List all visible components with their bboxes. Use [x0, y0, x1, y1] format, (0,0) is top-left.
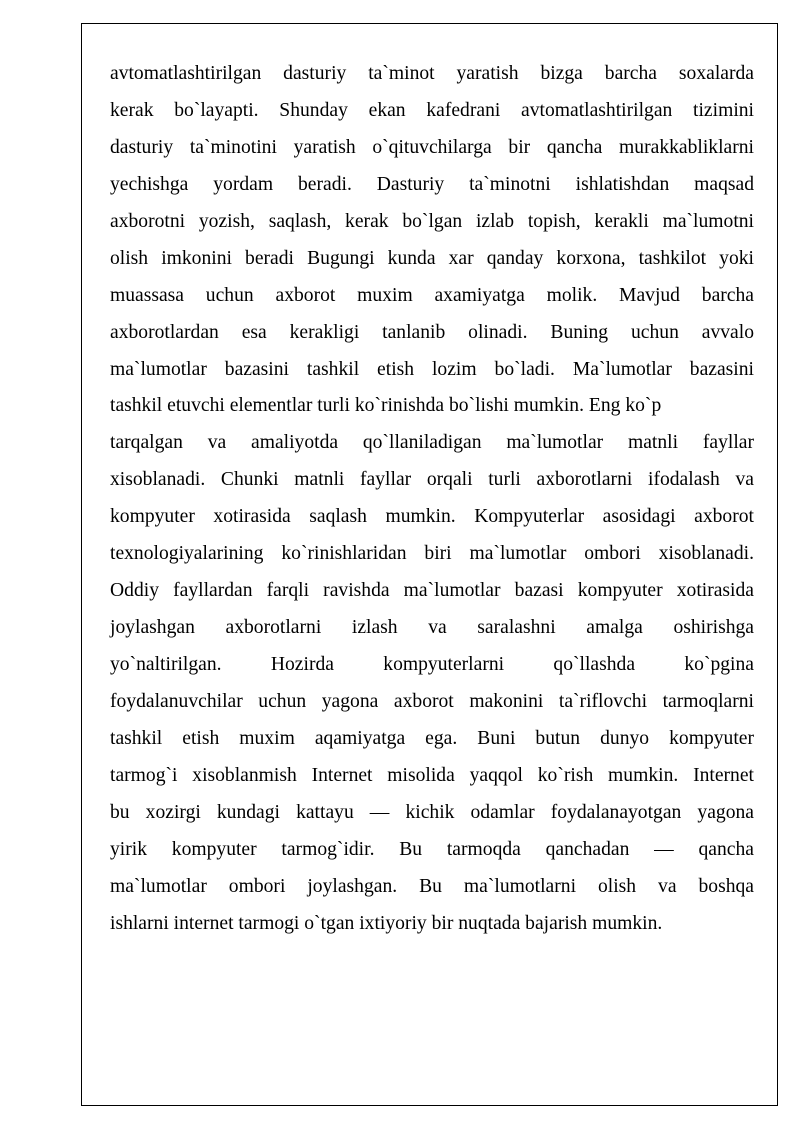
- text-line: tarmog`i xisoblanmish Internet misolida yaqqol ko`rish mumkin. Internet: [110, 764, 754, 786]
- text-line: bu xozirgi kundagi kattayu — kichik odamlar foydalanayotgan yagona: [110, 801, 754, 823]
- text-line: xisoblanadi. Chunki matnli fayllar orqali turli axborotlarni ifodalash va: [110, 469, 754, 491]
- text-line: tashkil etish muxim aqamiyatga ega. Buni butun dunyo kompyuter: [110, 727, 754, 749]
- text-line: avtomatlashtirilgan dasturiy ta`minot yaratish bizga barcha soxalarda: [110, 63, 754, 84]
- text-line: ma`lumotlar ombori joylashgan. Bu ma`lumotlarni olish va boshqa: [110, 875, 754, 897]
- text-line: tarqalgan va amaliyotda qo`llaniladigan ma`lumotlar matnli fayllar: [110, 432, 754, 454]
- text-line: axborotni yozish, saqlash, kerak bo`lgan izlab topish, kerakli ma`lumotni: [110, 210, 754, 232]
- text-line: olish imkonini beradi Bugungi kunda xar qanday korxona, tashkilot yoki: [110, 247, 754, 269]
- text-line: yirik kompyuter tarmog`idir. Bu tarmoqda qanchadan — qancha: [110, 838, 754, 860]
- text-line: muassasa uchun axborot muxim axamiyatga molik. Mavjud barcha: [110, 284, 754, 306]
- text-line: yo`naltirilgan. Hozirda kompyuterlarni qo`llashda ko`pgina: [110, 654, 754, 675]
- text-line: kerak bo`layapti. Shunday ekan kafedrani avtomatlashtirilgan tizimini: [110, 99, 754, 121]
- text-line: kompyuter xotirasida saqlash mumkin. Kompyuterlar asosidagi axborot: [110, 506, 754, 528]
- text-line: texnologiyalarining ko`rinishlaridan biri ma`lumotlar ombori xisoblanadi.: [110, 543, 754, 565]
- text-line: Oddiy fayllardan farqli ravishda ma`lumotlar bazasi kompyuter xotirasida: [110, 580, 754, 602]
- body-paragraph: [110, 56, 754, 943]
- text-line: ma`lumotlar bazasini tashkil etish lozim bo`ladi. Ma`lumotlar bazasini: [110, 358, 754, 380]
- text-line: yechishga yordam beradi. Dasturiy ta`minotni ishlatishdan maqsad: [110, 173, 754, 195]
- text-line: dasturiy ta`minotini yaratish o`qituvchilarga bir qancha murakkabliklarni: [110, 136, 754, 158]
- text-line: axborotlardan esa kerakligi tanlanib olinadi. Buning uchun avvalo: [110, 321, 754, 343]
- text-line: foydalanuvchilar uchun yagona axborot makonini ta`riflovchi tarmoqlarni: [110, 690, 754, 712]
- text-line: ishlarni internet tarmogi o`tgan ixtiyoriy bir nuqtada bajarish mumkin.: [110, 912, 663, 934]
- text-line: tashkil etuvchi elementlar turli ko`rinishda bo`lishi mumkin. Eng ko`p: [110, 395, 662, 417]
- text-line: joylashgan axborotlarni izlash va saralashni amalga oshirishga: [110, 617, 754, 639]
